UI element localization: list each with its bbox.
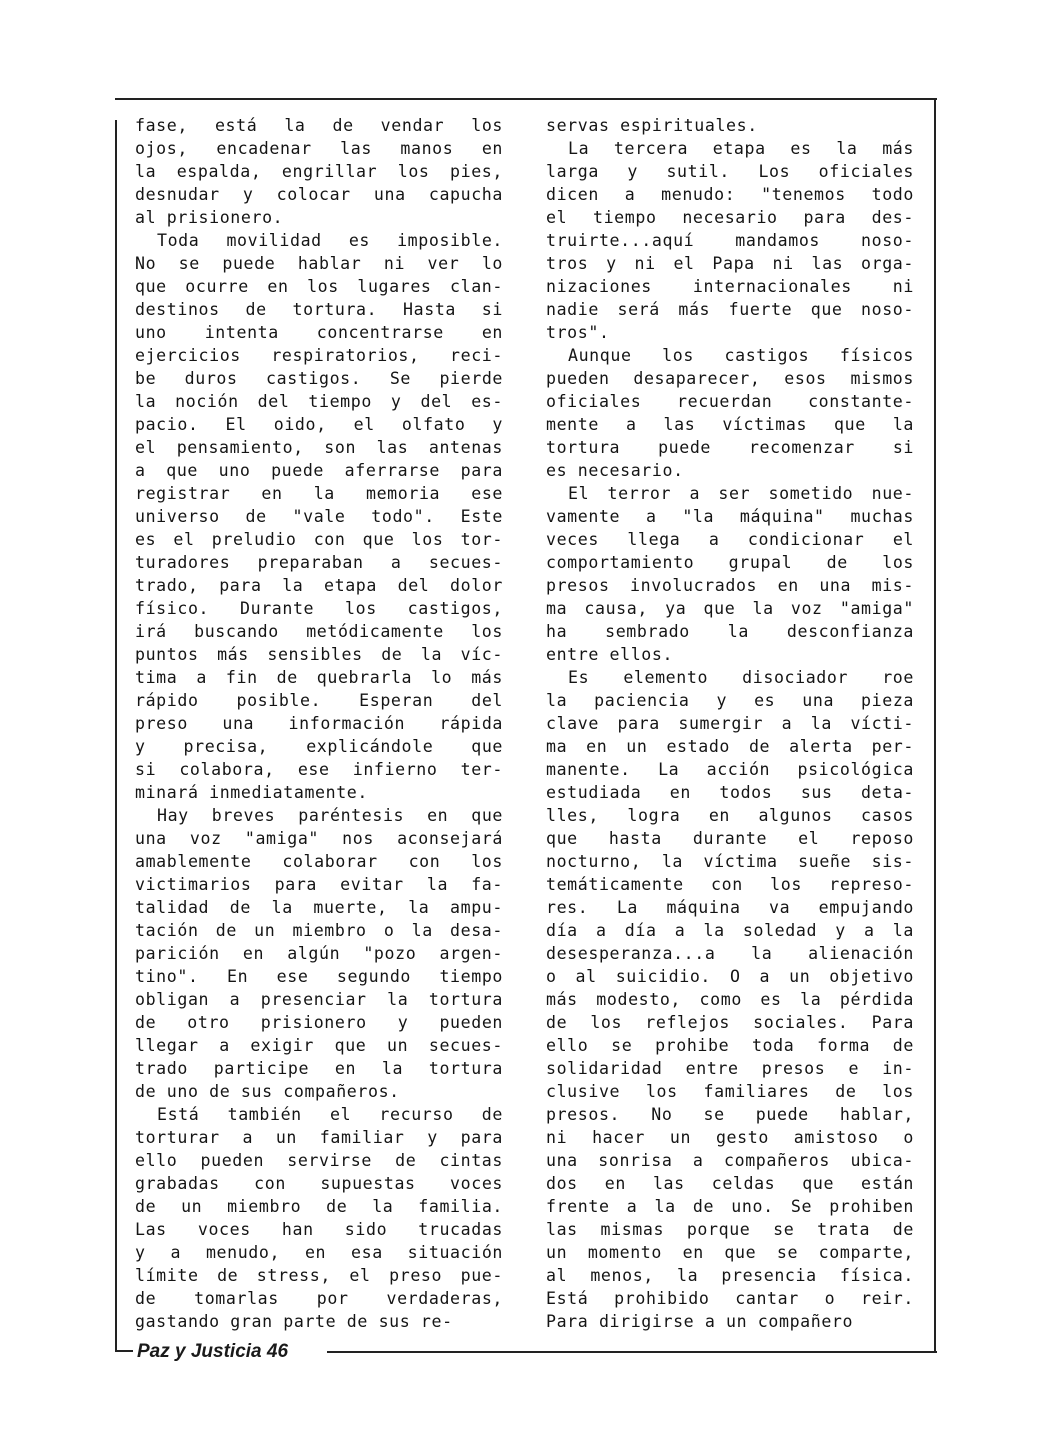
right-column-line: Aunque los castigos físicos — [568, 346, 914, 365]
right-column-line: servas espirituales. — [546, 116, 758, 135]
left-column-line: al prisionero. — [135, 208, 284, 227]
left-column-line: gastando gran parte de sus re- — [135, 1312, 453, 1331]
left-column-line: grabadas con supuestas voces — [135, 1174, 503, 1193]
left-column-line: límite de stress, el preso pue- — [135, 1266, 503, 1285]
right-column-line: ni hacer un gesto amistoso o — [546, 1128, 914, 1147]
left-column-line: tino". En ese segundo tiempo — [135, 967, 503, 986]
right-text-column — [546, 114, 914, 1333]
left-column-line: Toda movilidad es imposible. — [157, 231, 503, 250]
left-column-line: registrar en la memoria ese — [135, 484, 503, 503]
right-column-line: dicen a menudo: "tenemos todo — [546, 185, 914, 204]
right-column-line: manente. La acción psicológica — [546, 760, 914, 779]
right-column-line: veces llega a condicionar el — [546, 530, 914, 549]
right-column-line: res. La máquina va empujando — [546, 898, 914, 917]
right-column-line: entre ellos. — [546, 645, 674, 664]
left-column-line: talidad de la muerte, la ampu- — [135, 898, 503, 917]
frame-top-rule — [115, 98, 937, 100]
right-column-line: truirte...aquí mandamos noso- — [546, 231, 914, 250]
right-column-line: El terror a ser sometido nue- — [568, 484, 914, 503]
right-column-line: al menos, la presencia física. — [546, 1266, 914, 1285]
right-column-line: una sonrisa a compañeros ubica- — [546, 1151, 914, 1170]
right-column-line: más modesto, como es la pérdida — [546, 990, 914, 1009]
left-column-line: turadores preparaban a secues- — [135, 553, 503, 572]
left-column-line: Hay breves paréntesis en que — [157, 806, 503, 825]
right-column-line: frente a la de uno. Se prohiben — [546, 1197, 914, 1216]
left-column-line: be duros castigos. Se pierde — [135, 369, 503, 388]
left-column-line: pacio. El oido, el olfato y — [135, 415, 503, 434]
right-column-line: larga y sutil. Los oficiales — [546, 162, 914, 181]
left-column-line: y a menudo, en esa situación — [135, 1243, 503, 1262]
left-column-line: tación de un miembro o la desa- — [135, 921, 503, 940]
right-column-line: mente a las víctimas que la — [546, 415, 914, 434]
right-column-line: clusive los familiares de los — [546, 1082, 914, 1101]
left-column-line: la espalda, engrillar los pies, — [135, 162, 503, 181]
left-column-line: de un miembro de la familia. — [135, 1197, 503, 1216]
left-column-line: irá buscando metódicamente los — [135, 622, 503, 641]
right-column-line: el tiempo necesario para des- — [546, 208, 914, 227]
right-column-line: tros". — [546, 323, 610, 342]
right-column-line: la paciencia y es una pieza — [546, 691, 914, 710]
left-column-line: universo de "vale todo". Este — [135, 507, 503, 526]
right-column-line: presos involucrados en una mis- — [546, 576, 914, 595]
left-column-line: si colabora, ese infierno ter- — [135, 760, 503, 779]
left-column-line: ojos, encadenar las manos en — [135, 139, 503, 158]
frame-right-rule — [934, 98, 936, 1353]
left-column-line: ejercicios respiratorios, reci- — [135, 346, 503, 365]
right-column-line: presos. No se puede hablar, — [546, 1105, 914, 1124]
right-column-line: comportamiento grupal de los — [546, 553, 914, 572]
left-column-line: trado participe en la tortura — [135, 1059, 503, 1078]
left-column-line: la noción del tiempo y del es- — [135, 392, 503, 411]
left-column-line: amablemente colaborar con los — [135, 852, 503, 871]
left-column-line: parición en algún "pozo argen- — [135, 944, 503, 963]
right-column-line: es necesario. — [546, 461, 684, 480]
left-column-line: Está también el recurso de — [157, 1105, 503, 1124]
right-column-line: La tercera etapa es la más — [568, 139, 914, 158]
right-column-line: nizaciones internacionales ni — [546, 277, 914, 296]
right-column-line: vamente a "la máquina" muchas — [546, 507, 914, 526]
right-column-line: temáticamente con los represo- — [546, 875, 914, 894]
right-column-line: pueden desaparecer, esos mismos — [546, 369, 914, 388]
frame-left-rule — [115, 120, 117, 1350]
right-column-line: de los reflejos sociales. Para — [546, 1013, 914, 1032]
right-column-line: ello se prohibe toda forma de — [546, 1036, 914, 1055]
right-column-line: Está prohibido cantar o reir. — [546, 1289, 914, 1308]
right-column-line: nadie será más fuerte que noso- — [546, 300, 914, 319]
right-column-line: clave para sumergir a la vícti- — [546, 714, 914, 733]
left-column-line: desnudar y colocar una capucha — [135, 185, 503, 204]
left-column-line: físico. Durante los castigos, — [135, 599, 503, 618]
left-column-line: uno intenta concentrarse en — [135, 323, 503, 342]
page-footer — [115, 1340, 937, 1366]
right-column-line: lles, logra en algunos casos — [546, 806, 914, 825]
right-column-line: estudiada en todos sus deta- — [546, 783, 914, 802]
left-column-line: fase, está la de vendar los — [135, 116, 503, 135]
right-column-line: dos en las celdas que están — [546, 1174, 914, 1193]
left-column-line: obligan a presenciar la tortura — [135, 990, 503, 1009]
right-column-line: ha sembrado la desconfianza — [546, 622, 914, 641]
right-column-line: o al suicidio. O a un objetivo — [546, 967, 914, 986]
right-column-line: día a día a la soledad y a la — [546, 921, 914, 940]
left-column-line: y precisa, explicándole que — [135, 737, 503, 756]
left-column-line: destinos de tortura. Hasta si — [135, 300, 503, 319]
right-column-line: ma causa, ya que la voz "amiga" — [546, 599, 914, 618]
left-column-line: minará inmediatamente. — [135, 783, 368, 802]
left-column-line: victimarios para evitar la fa- — [135, 875, 503, 894]
left-column-line: llegar a exigir que un secues- — [135, 1036, 503, 1055]
footer-publication-page: Paz y Justicia 46 — [135, 1340, 294, 1364]
left-column-line: No se puede hablar ni ver lo — [135, 254, 503, 273]
right-column-line: que hasta durante el reposo — [546, 829, 914, 848]
left-column-line: de uno de sus compañeros. — [135, 1082, 400, 1101]
left-column-line: Las voces han sido trucadas — [135, 1220, 503, 1239]
right-column-line: tortura puede recomenzar si — [546, 438, 914, 457]
right-column-line: oficiales recuerdan constante- — [546, 392, 914, 411]
right-column-line: nocturno, la víctima sueñe sis- — [546, 852, 914, 871]
left-column-line: puntos más sensibles de la víc- — [135, 645, 503, 664]
left-column-line: el pensamiento, son las antenas — [135, 438, 503, 457]
left-column-line: de tomarlas por verdaderas, — [135, 1289, 503, 1308]
footer-hook-rule — [115, 1350, 133, 1352]
left-column-line: es el preludio con que los tor- — [135, 530, 503, 549]
left-column-line: trado, para la etapa del dolor — [135, 576, 503, 595]
right-column-line: un momento en que se comparte, — [546, 1243, 914, 1262]
left-text-column — [135, 114, 503, 1333]
left-column-line: que ocurre en los lugares clan- — [135, 277, 503, 296]
left-column-line: de otro prisionero y pueden — [135, 1013, 503, 1032]
left-column-line: a que uno puede aferrarse para — [135, 461, 503, 480]
right-column-line: tros y ni el Papa ni las orga- — [546, 254, 914, 273]
footer-rule — [327, 1351, 937, 1353]
right-column-line: ma en un estado de alerta per- — [546, 737, 914, 756]
left-column-line: rápido posible. Esperan del — [135, 691, 503, 710]
left-column-line: preso una información rápida — [135, 714, 503, 733]
right-column-line: Para dirigirse a un compañero — [546, 1312, 854, 1331]
right-column-line: las mismas porque se trata de — [546, 1220, 914, 1239]
right-column-line: Es elemento disociador roe — [568, 668, 914, 687]
right-column-line: desesperanza...a la alienación — [546, 944, 914, 963]
left-column-line: una voz "amiga" nos aconsejará — [135, 829, 503, 848]
left-column-line: ello pueden servirse de cintas — [135, 1151, 503, 1170]
left-column-line: tima a fin de quebrarla lo más — [135, 668, 503, 687]
right-column-line: solidaridad entre presos e in- — [546, 1059, 914, 1078]
left-column-line: torturar a un familiar y para — [135, 1128, 503, 1147]
